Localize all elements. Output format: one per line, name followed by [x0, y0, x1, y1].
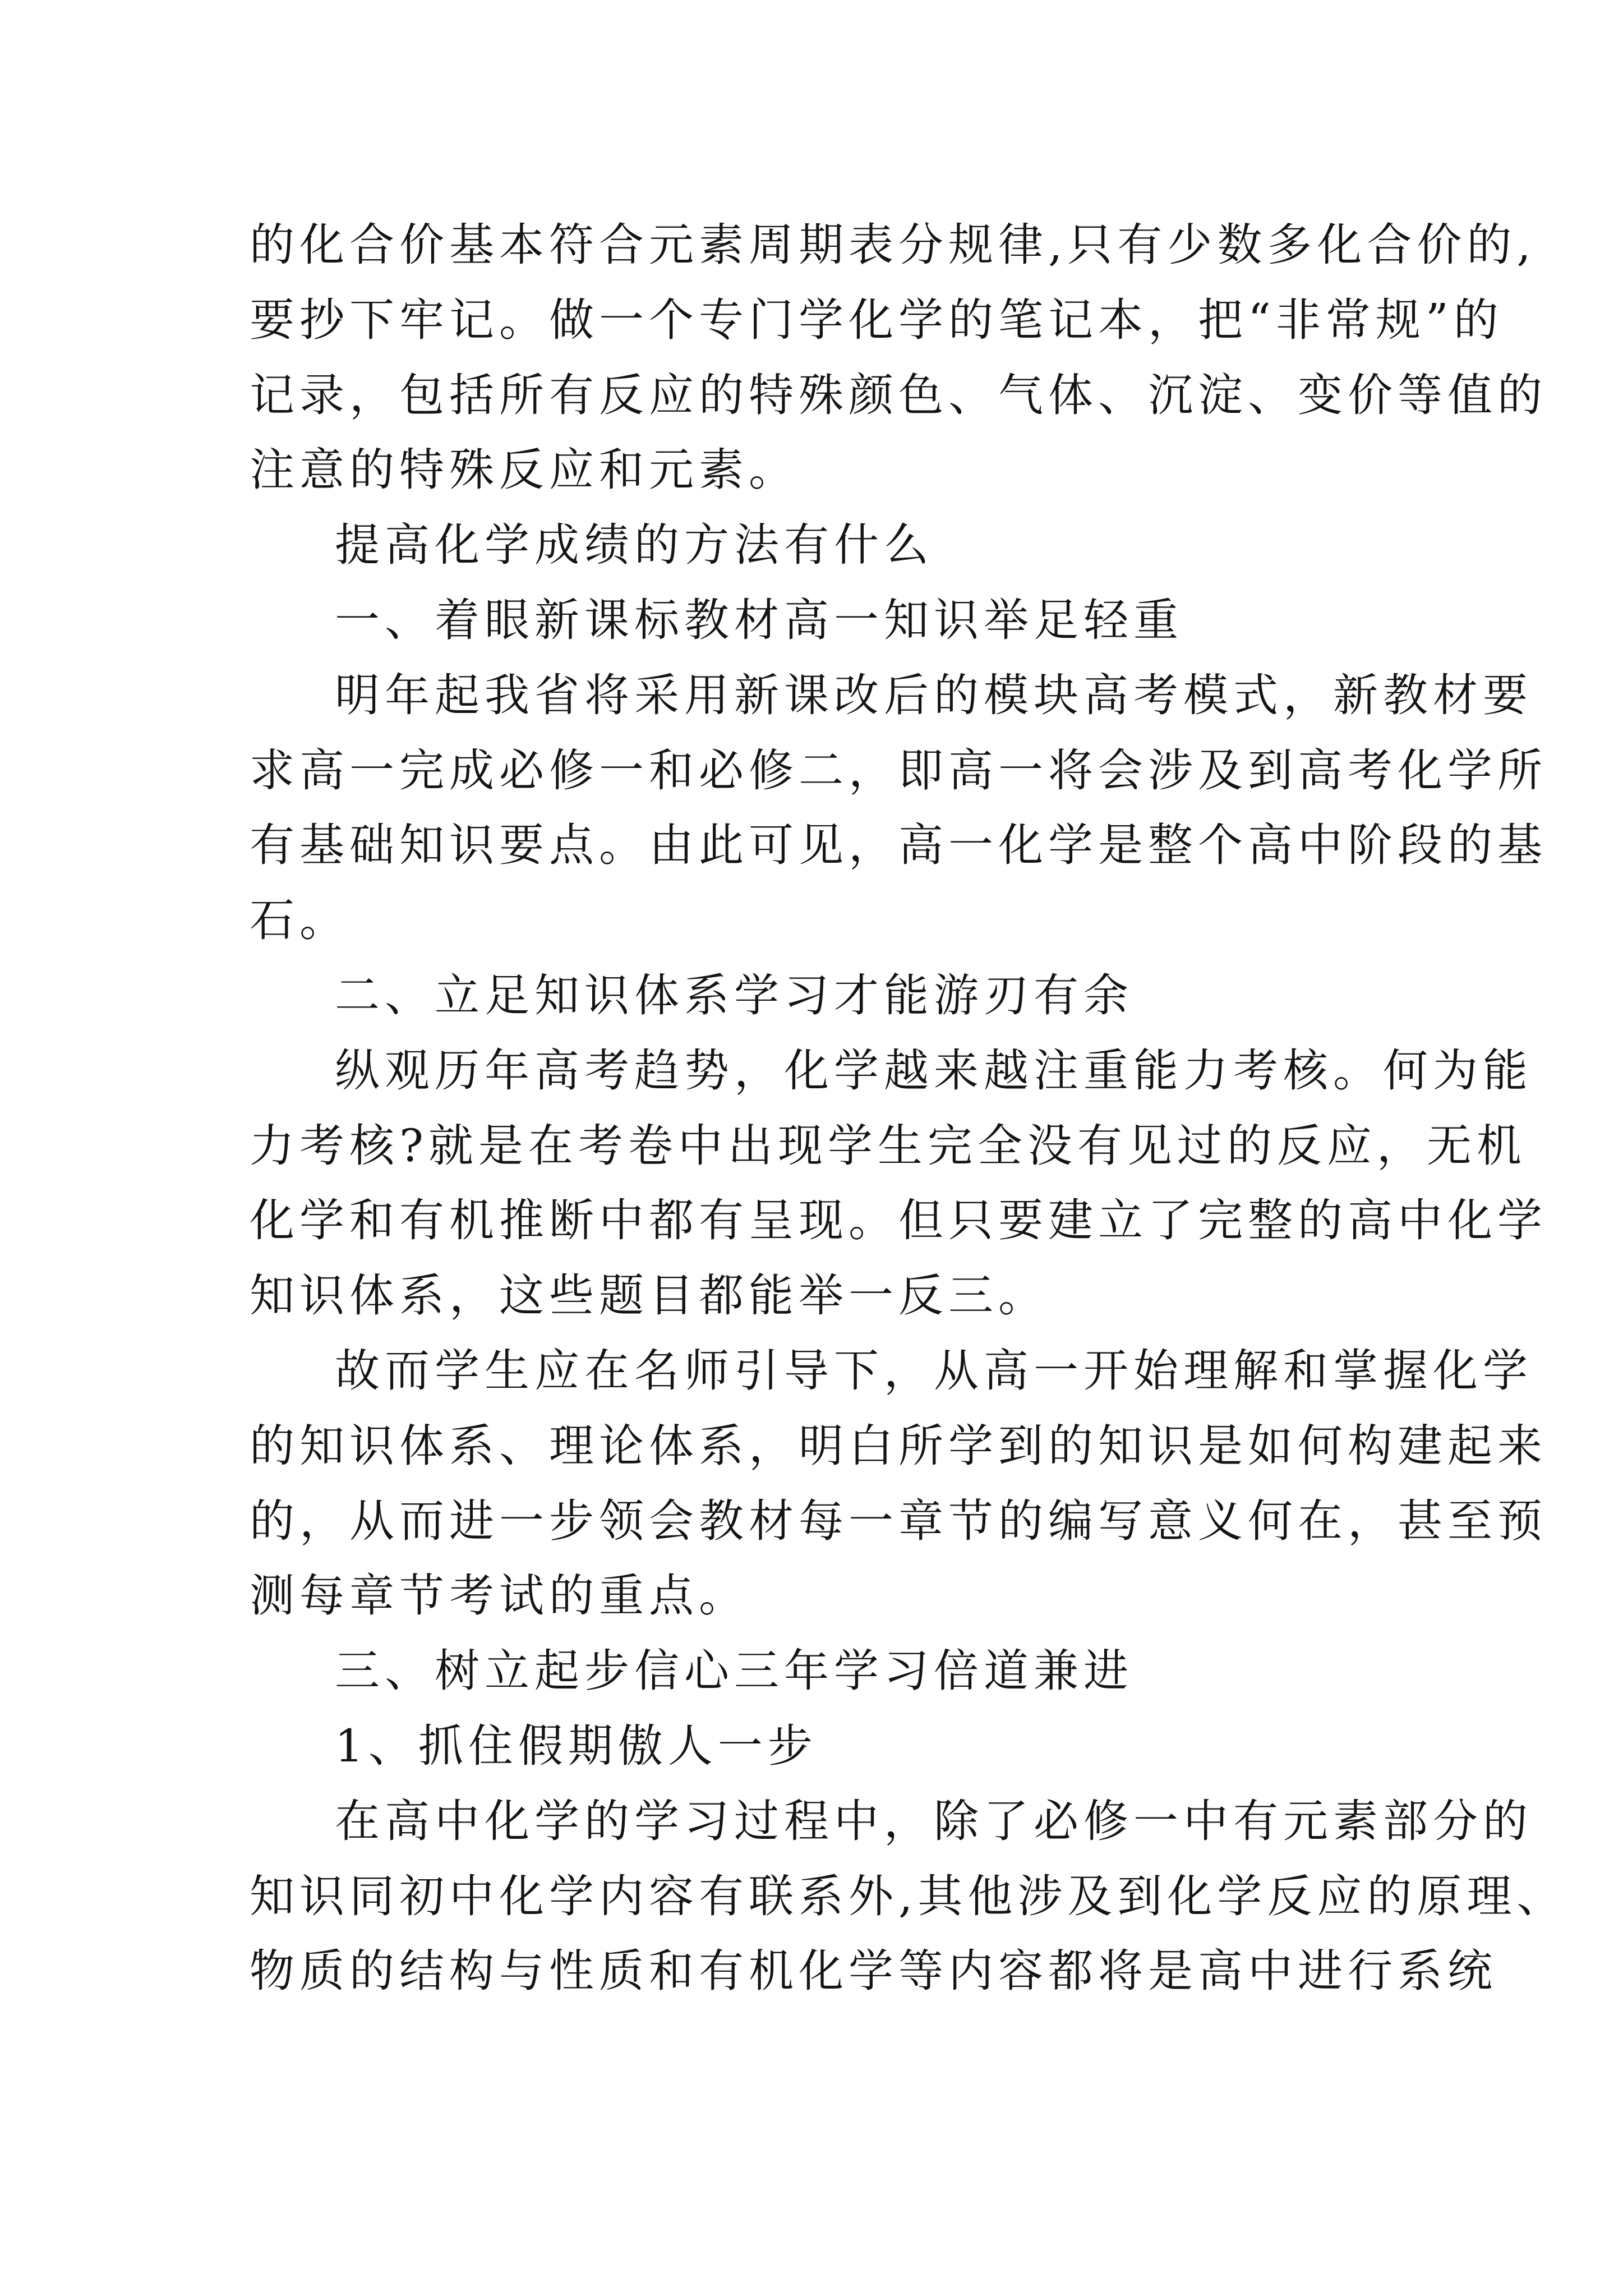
text-line: 明年起我省将采用新课改后的模块高考模式，新教材要 [335, 669, 1533, 721]
section-heading: 提高化学成绩的方法有什么 [335, 519, 934, 572]
section-heading: 三、树立起步信心三年学习倍道兼进 [335, 1645, 1133, 1697]
section-heading: 二、立足知识体系学习才能游刃有余 [335, 969, 1133, 1022]
text-line: 石。 [250, 894, 349, 947]
text-line: 测每章节考试的重点。 [250, 1570, 749, 1622]
text-line: 化学和有机推断中都有呈现。但只要建立了完整的高中化学 [250, 1194, 1547, 1247]
text-line: 力考核?就是在考卷中出现学生完全没有见过的反应，无机 [250, 1119, 1527, 1172]
text-line: 物质的结构与性质和有机化学等内容都将是高中进行系统 [250, 1945, 1497, 1998]
text-line: 注意的特殊反应和元素。 [250, 444, 799, 496]
section-heading: 一、着眼新课标教材高一知识举足轻重 [335, 593, 1183, 646]
text-line: 的知识体系、理论体系，明白所学到的知识是如何构建起来 [250, 1419, 1547, 1472]
subsection-heading: 1、抓住假期傲人一步 [335, 1719, 818, 1772]
text-line: 的化合价基本符合元素周期表分规律,只有少数多化合价的, [250, 219, 1536, 271]
text-line: 知识同初中化学内容有联系外,其他涉及到化学反应的原理、 [250, 1870, 1567, 1922]
text-line: 记录，包括所有反应的特殊颜色、气体、沉淀、变价等值的 [250, 369, 1547, 421]
text-line: 纵观历年高考趋势，化学越来越注重能力考核。何为能 [335, 1044, 1533, 1097]
text-line: 故而学生应在名师引导下，从高一开始理解和掌握化学 [335, 1344, 1533, 1397]
text-line: 求高一完成必修一和必修二，即高一将会涉及到高考化学所 [250, 744, 1547, 797]
body-text [250, 208, 1567, 2009]
text-line: 有基础知识要点。由此可见，高一化学是整个高中阶段的基 [250, 819, 1547, 872]
text-line: 的，从而进一步领会教材每一章节的编写意义何在，甚至预 [250, 1494, 1547, 1547]
text-line: 知识体系，这些题目都能举一反三。 [250, 1269, 1048, 1322]
text-line: 要抄下牢记。做一个专门学化学的笔记本，把“非常规”的 [250, 293, 1504, 346]
text-line: 在高中化学的学习过程中，除了必修一中有元素部分的 [335, 1795, 1533, 1847]
